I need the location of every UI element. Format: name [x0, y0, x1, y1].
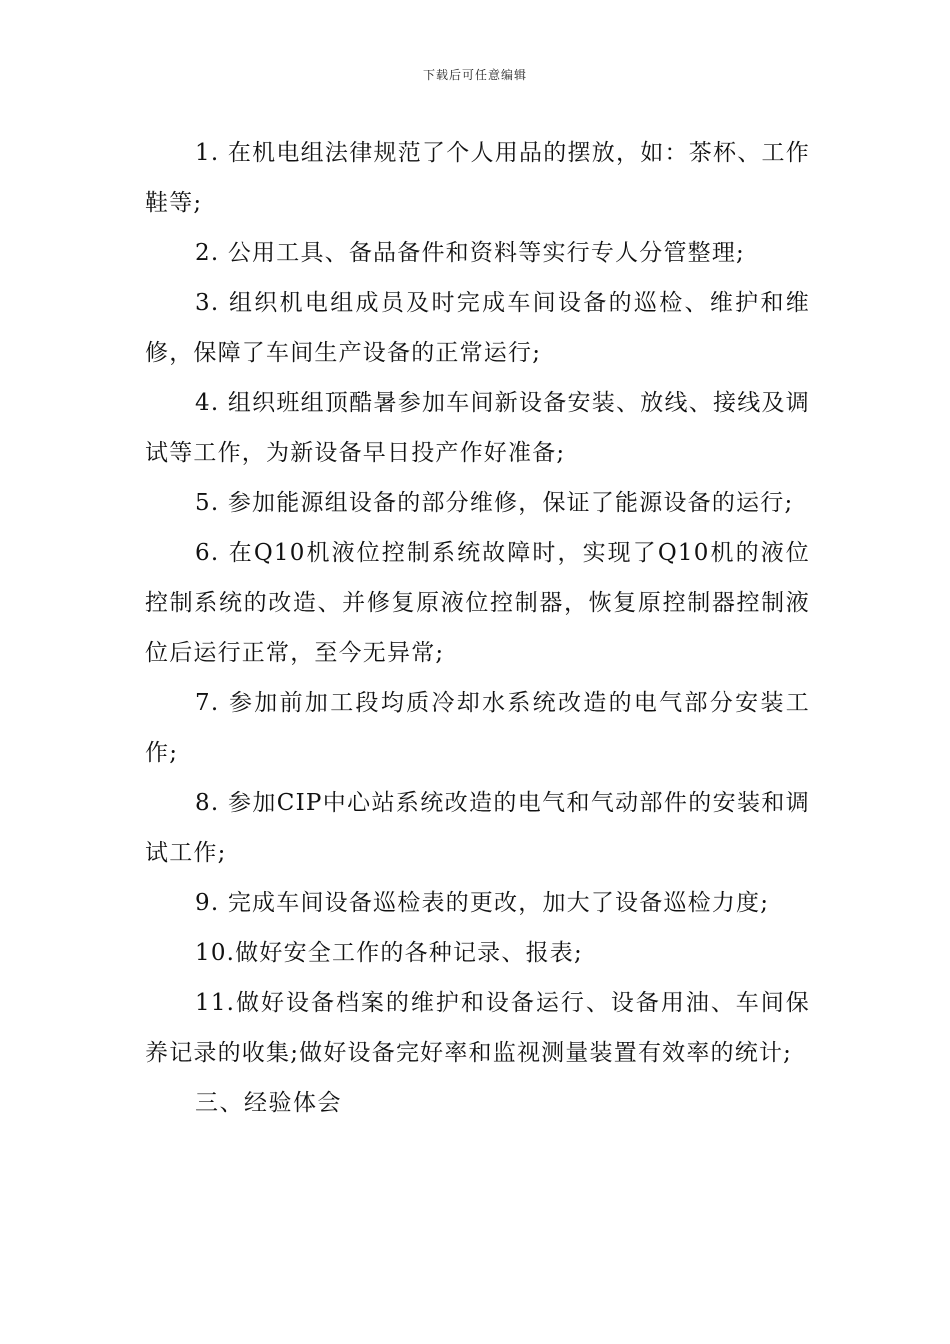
section-heading: 三、经验体会	[195, 1090, 342, 1116]
list-item: 4. 组织班组顶酷暑参加车间新设备安装、放线、接线及调试等工作，为新设备早日投产作好准备;	[145, 390, 810, 466]
list-item: 3. 组织机电组成员及时完成车间设备的巡检、维护和维修，保障了车间生产设备的正常运行;	[145, 290, 810, 366]
document-body	[145, 128, 810, 1128]
list-item: 11.做好设备档案的维护和设备运行、设备用油、车间保养记录的收集;做好设备完好率和监视测量装置有效率的统计;	[145, 990, 810, 1066]
list-item: 5. 参加能源组设备的部分维修，保证了能源设备的运行;	[195, 490, 794, 516]
header-note: 下载后可任意编辑	[422, 68, 527, 82]
list-item: 2. 公用工具、备品备件和资料等实行专人分管整理;	[195, 240, 746, 266]
list-item: 1. 在机电组法律规范了个人用品的摆放，如：茶杯、工作鞋等;	[145, 140, 810, 216]
list-item: 9. 完成车间设备巡检表的更改，加大了设备巡检力度;	[195, 890, 770, 916]
list-item: 8. 参加CIP中心站系统改造的电气和气动部件的安装和调试工作;	[145, 790, 810, 866]
list-item: 7. 参加前加工段均质冷却水系统改造的电气部分安装工作;	[145, 690, 810, 766]
list-item: 6. 在Q10机液位控制系统故障时，实现了Q10机的液位控制系统的改造、并修复原液位控制器，恢复原控制器控制液位后运行正常，至今无异常;	[145, 540, 810, 666]
list-item: 10.做好安全工作的各种记录、报表;	[195, 940, 583, 966]
